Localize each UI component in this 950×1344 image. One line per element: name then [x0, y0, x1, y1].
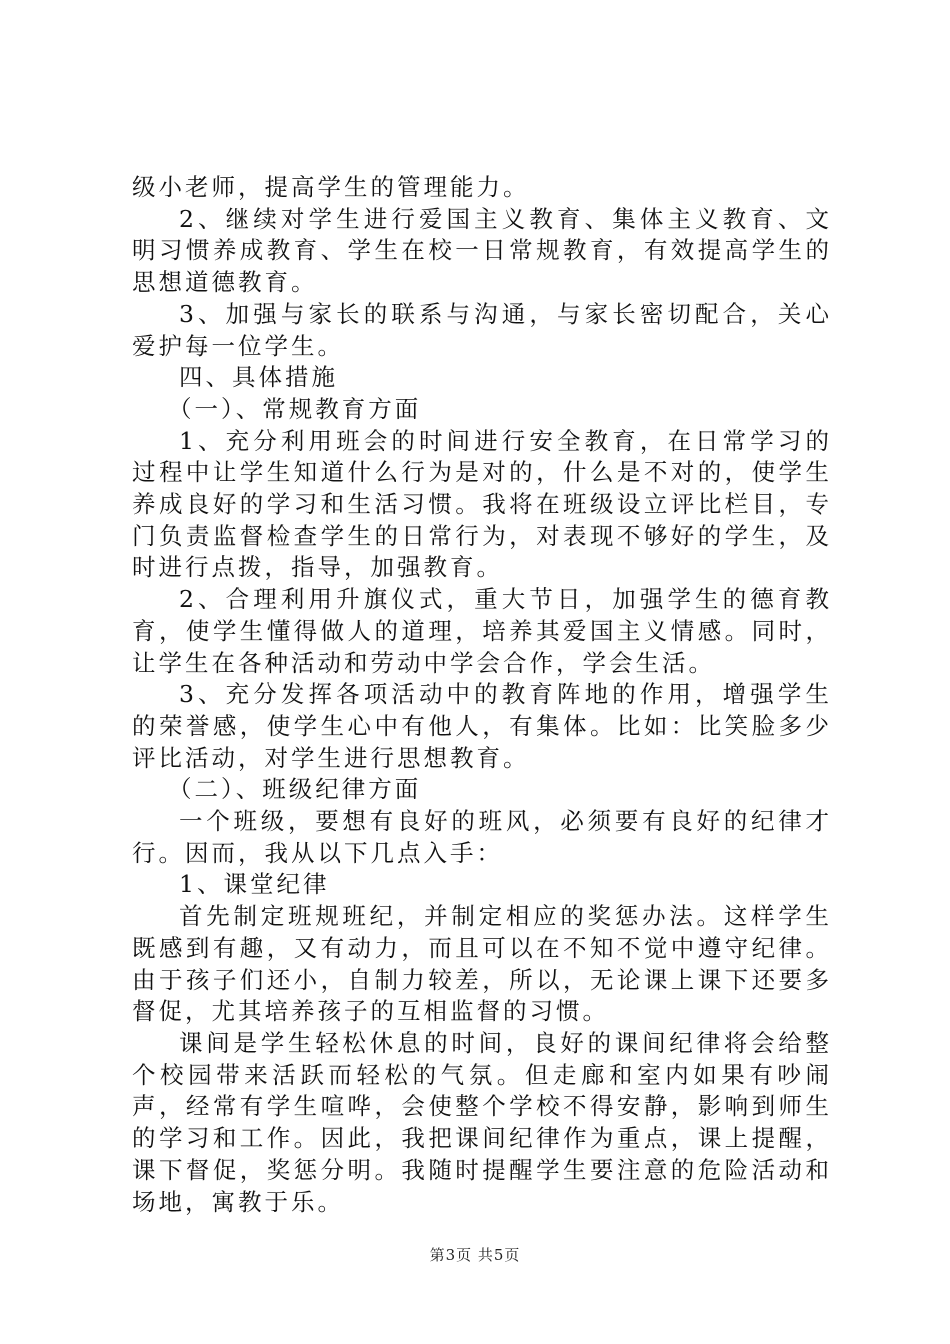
- paragraph-routine-2: 2、合理利用升旗仪式，重大节日，加强学生的德育教育，使学生懂得做人的道理，培养其爱国主义情感。同时，让学生在各种活动和劳动中学会合作，学会生活。: [132, 585, 832, 677]
- paragraph-continuation: 级小老师，提高学生的管理能力。: [132, 173, 530, 201]
- body-text: [132, 172, 832, 1218]
- section-heading-measures: 四、具体措施: [179, 363, 338, 392]
- paragraph-goal-2: 2、继续对学生进行爱国主义教育、集体主义教育、文明习惯养成教育、学生在校一日常规教育，有效提高学生的思想道德教育。: [132, 204, 832, 297]
- paragraph-routine-1: 1、充分利用班会的时间进行安全教育，在日常学习的过程中让学生知道什么行为是对的，什么是不对的，使学生养成良好的学习和生活习惯。我将在班级设立评比栏目，专门负责监督检查学生的日常行为，对表现不够好的学生，及时进行点拨，指导，加强教育。: [132, 426, 832, 582]
- subheading-class-discipline: （二）、班级纪律方面: [168, 775, 422, 804]
- page-number-footer: 第3页 共5页: [429, 1246, 521, 1264]
- paragraph-routine-3: 3、充分发挥各项活动中的教育阵地的作用，增强学生的荣誉感，使学生心中有他人，有集体。比如：比笑脸多少评比活动，对学生进行思想教育。: [132, 680, 832, 772]
- subheading-classroom-discipline: 1、课堂纪律: [179, 870, 330, 899]
- paragraph-goal-3: 3、加强与家长的联系与沟通，与家长密切配合，关心爱护每一位学生。: [132, 299, 832, 360]
- subheading-routine-education: （一）、常规教育方面: [168, 394, 422, 423]
- paragraph-discipline-intro: 一个班级，要想有良好的班风，必须要有良好的纪律才行。因而，我从以下几点入手：: [132, 807, 832, 867]
- paragraph-classroom-rules: 首先制定班规班纪，并制定相应的奖惩办法。这样学生既感到有趣，又有动力，而且可以在不知不觉中遵守纪律。由于孩子们还小，自制力较差，所以，无论课上课下还要多督促，尤其培养孩子的互相监督的习惯。: [132, 902, 832, 1026]
- paragraph-break-time: 课间是学生轻松休息的时间，良好的课间纪律将会给整个校园带来活跃而轻松的气氛。但走廊和室内如果有吵闹声，经常有学生喧哗，会使整个学校不得安静，影响到师生的学习和工作。因此，我把课间纪律作为重点，课上提醒，课下督促，奖惩分明。我随时提醒学生要注意的危险活动和场地，寓教于乐。: [132, 1028, 832, 1216]
